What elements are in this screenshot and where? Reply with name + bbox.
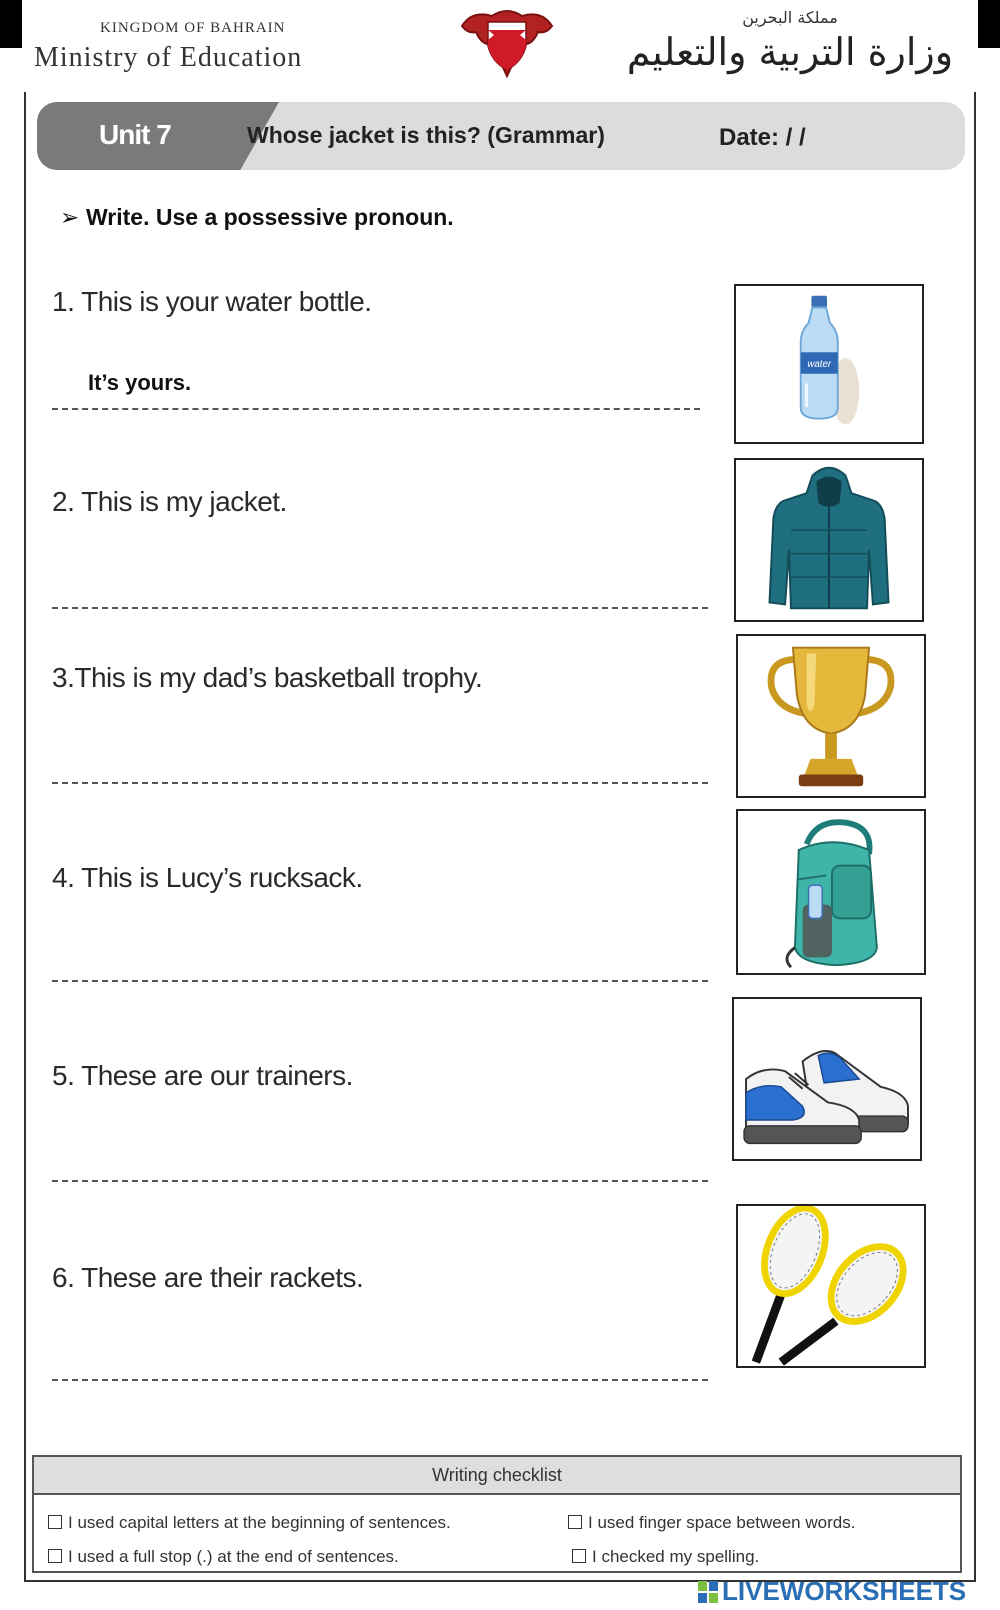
checklist-item-full-stop[interactable] xyxy=(48,1547,399,1567)
trainers-picture xyxy=(732,997,922,1161)
answer-line-3[interactable] xyxy=(52,782,708,784)
unit-banner xyxy=(37,102,965,170)
checkbox-icon[interactable] xyxy=(568,1515,582,1529)
answer-line-2[interactable] xyxy=(52,607,708,609)
bahrain-emblem-icon xyxy=(452,6,562,82)
checklist-item-spelling[interactable] xyxy=(572,1547,759,1567)
question-3: 3.This is my dad’s basketball trophy. xyxy=(52,662,483,693)
rackets-picture xyxy=(736,1204,926,1368)
answer-line-4[interactable] xyxy=(52,980,708,982)
checklist-title: Writing checklist xyxy=(34,1457,960,1495)
answer-line-6[interactable] xyxy=(52,1379,708,1381)
water-bottle-icon xyxy=(736,286,922,442)
question-1: 1. This is your water bottle. xyxy=(52,286,372,317)
checklist-item-finger-space[interactable] xyxy=(568,1513,855,1533)
liveworksheets-logo-icon xyxy=(698,1581,718,1603)
answer-line-1[interactable] xyxy=(52,408,700,410)
header-ministry-arabic: وزارة التربية والتعليم xyxy=(626,30,954,74)
rackets-icon xyxy=(738,1206,924,1366)
header-ministry: Ministry of Education xyxy=(34,42,303,73)
watermark-text: LIVEWORKSHEETS xyxy=(722,1576,967,1606)
writing-checklist xyxy=(32,1455,962,1573)
checklist-item-capitals[interactable] xyxy=(48,1513,451,1533)
answer-1: It’s yours. xyxy=(88,370,192,395)
trophy-icon xyxy=(738,636,924,796)
checklist-item-label: I used a full stop (.) at the end of sentences. xyxy=(68,1547,399,1566)
corner-mark-left xyxy=(0,0,22,48)
jacket-icon xyxy=(736,460,922,620)
checklist-item-label: I checked my spelling. xyxy=(592,1547,760,1566)
question-2: 2. This is my jacket. xyxy=(52,486,287,517)
instruction-text: Write. Use a possessive pronoun. xyxy=(86,204,454,230)
checkbox-icon[interactable] xyxy=(48,1549,62,1563)
unit-label: Unit 7 xyxy=(99,119,171,150)
liveworksheets-watermark xyxy=(698,1576,966,1607)
checkbox-icon[interactable] xyxy=(48,1515,62,1529)
checkbox-icon[interactable] xyxy=(572,1549,586,1563)
question-5: 5. These are our trainers. xyxy=(52,1060,353,1091)
arrow-bullet-icon: ➢ xyxy=(60,204,80,230)
rucksack-icon xyxy=(738,811,924,973)
trainers-icon xyxy=(734,999,920,1159)
jacket-picture xyxy=(734,458,924,622)
trophy-picture xyxy=(736,634,926,798)
checklist-item-label: I used capital letters at the beginning of sentences. xyxy=(68,1513,451,1532)
water-bottle-picture xyxy=(734,284,924,444)
date-label: Date: / / xyxy=(719,124,806,151)
instruction xyxy=(60,204,454,231)
question-4: 4. This is Lucy’s rucksack. xyxy=(52,862,363,893)
worksheet-title: Whose jacket is this? (Grammar) xyxy=(247,122,605,148)
answer-line-5[interactable] xyxy=(52,1180,708,1182)
rucksack-picture xyxy=(736,809,926,975)
checklist-item-label: I used finger space between words. xyxy=(588,1513,856,1532)
corner-mark-right xyxy=(978,0,1000,48)
header-country-arabic: مملكة البحرين xyxy=(742,8,838,27)
svg-text:water: water xyxy=(807,358,832,370)
question-6: 6. These are their rackets. xyxy=(52,1262,364,1293)
header-country: KINGDOM OF BAHRAIN xyxy=(100,20,286,36)
